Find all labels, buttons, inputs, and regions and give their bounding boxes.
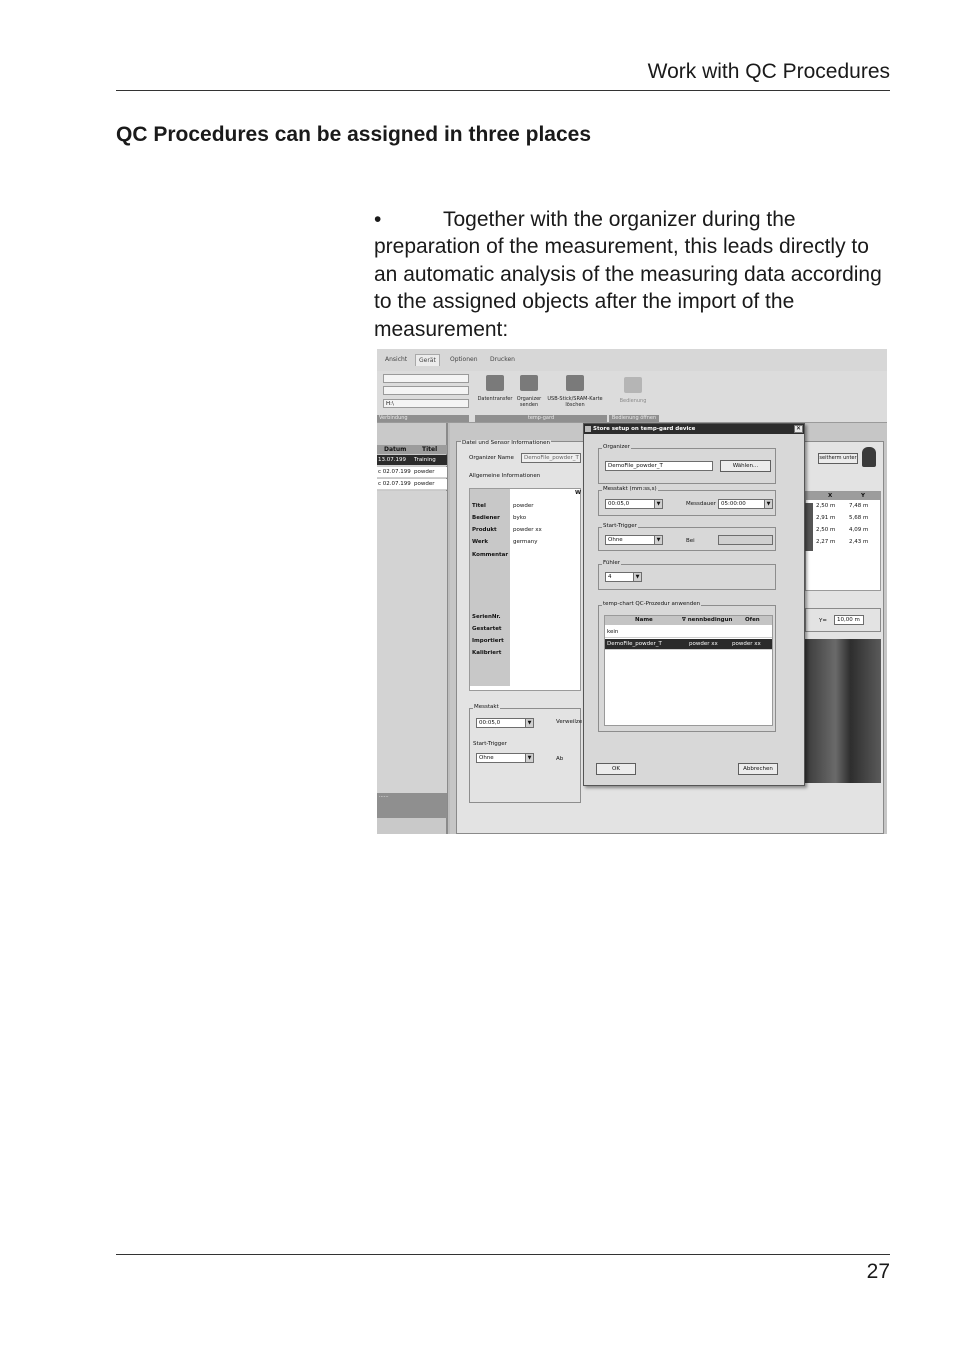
list-item[interactable]: c 02.07.199 powder <box>377 467 447 478</box>
info-value[interactable]: powder <box>513 503 534 509</box>
group-temp-gard: temp-gard <box>475 415 607 422</box>
qc-col-name: Name <box>635 617 653 623</box>
qc-table-header <box>605 616 772 625</box>
ab-label: Ab <box>556 756 564 762</box>
messtakt-dialog-legend: Messtakt (mm:ss,s) <box>603 486 657 492</box>
page-number: 27 <box>866 1260 890 1283</box>
chevron-down-icon[interactable]: ▼ <box>525 754 533 762</box>
bullet-paragraph <box>374 206 894 343</box>
group-bedienung: Bedienung öffnen <box>609 415 659 422</box>
ok-button[interactable]: OK <box>596 763 636 775</box>
list-footer: ...... <box>377 793 447 818</box>
file-sensor-legend: Datei und Sensor Informationen <box>462 440 550 446</box>
ribbon <box>377 371 887 423</box>
info-value[interactable]: germany <box>513 539 538 545</box>
info-label: Kalibriert <box>472 650 502 656</box>
xy-cell-x: 2,50 m <box>816 503 836 509</box>
start-trigger-dialog-legend: Start-Trigger <box>603 523 637 529</box>
bullet: • <box>374 208 382 231</box>
tool-organizer-senden[interactable]: Organizer senden <box>516 396 542 408</box>
y-value-field[interactable]: 10,00 m <box>834 615 864 625</box>
qc-table-row[interactable]: kein <box>605 627 772 638</box>
menu-bar <box>377 349 887 371</box>
col-datum: Datum <box>384 446 407 453</box>
xy-cell-x: 2,27 m <box>816 539 836 545</box>
chevron-down-icon[interactable]: ▼ <box>525 719 533 727</box>
dialog-title: Store setup on temp-gard device <box>584 424 804 434</box>
app-screenshot <box>377 349 887 834</box>
qc-table-row[interactable]: DemoFile_powder_T powder xx powder xx <box>605 639 772 650</box>
header-rule <box>116 90 890 91</box>
xy-cell-y: 7,48 m <box>849 503 869 509</box>
person-icon <box>862 447 876 467</box>
window-icon <box>585 426 591 432</box>
messdauer-label: Messdauer <box>686 501 716 507</box>
tool-usb-loeschen[interactable]: USB-Stick/SRAM-Karte löschen <box>547 396 603 408</box>
tool-bedienung[interactable]: Bedienung <box>619 398 647 404</box>
list-item[interactable]: c 02.07.199 powder <box>377 479 447 490</box>
info-label: Bediener <box>472 515 500 521</box>
header-title: Work with QC Procedures <box>647 60 890 83</box>
menu-geraet[interactable]: Gerät <box>415 354 440 366</box>
fuehler-select[interactable]: 4 ▼ <box>605 572 642 582</box>
info-value[interactable]: byko <box>513 515 527 521</box>
qc-procedure-legend: temp-chart QC-Prozedur anwenden <box>603 601 701 607</box>
close-icon[interactable]: ✕ <box>795 425 802 432</box>
info-label: Titel <box>472 503 486 509</box>
info-label: Importiert <box>472 638 504 644</box>
info-value[interactable]: powder xx <box>513 527 542 533</box>
xy-cell-y: 5,68 m <box>849 515 869 521</box>
organizer-legend: Organizer <box>603 444 630 450</box>
organizer-name-label: Organizer Name <box>469 455 514 461</box>
messtakt-dialog-select[interactable]: 00:05,0 ▼ <box>605 499 663 509</box>
start-trigger-label: Start-Trigger <box>473 741 507 747</box>
cancel-button[interactable]: Abbrechen <box>738 763 778 775</box>
tool-datentransfer[interactable]: Datentransfer <box>477 396 513 402</box>
device-select[interactable] <box>383 386 469 395</box>
paragraph-text: Together with the organizer during the preparation of the measurement, this leads directly to an automatic analysis of the measuring data according to the assigned objects after the import of the measurement: <box>374 208 882 341</box>
xy-cell-y: 2,43 m <box>849 539 869 545</box>
list-header <box>377 445 447 454</box>
save-under-button[interactable]: seitherm unter <box>818 453 858 464</box>
qc-col-oven: Ofen <box>745 617 760 623</box>
section-heading: QC Procedures can be assigned in three places <box>116 123 592 146</box>
menu-drucken[interactable]: Drucken <box>490 356 515 363</box>
chevron-down-icon[interactable]: ▼ <box>654 536 662 544</box>
menu-ansicht[interactable]: Ansicht <box>385 356 408 363</box>
drive-select[interactable]: H:\ <box>383 399 469 408</box>
xy-cell-x: 2,50 m <box>816 527 836 533</box>
messdauer-select[interactable]: 05:00:00 ▼ <box>718 499 773 509</box>
info-label: Kommentar <box>472 552 509 558</box>
xy-cell-x: 2,91 m <box>816 515 836 521</box>
organizer-name-field: DemoFile_powder_T <box>521 453 581 463</box>
xy-cell-y: 4,09 m <box>849 527 869 533</box>
store-setup-dialog <box>583 423 805 786</box>
organizer-send-icon[interactable] <box>520 375 538 391</box>
chevron-down-icon[interactable]: ▼ <box>764 500 772 508</box>
start-trigger-dialog-select[interactable]: Ohne ▼ <box>605 535 663 545</box>
xy-header: X Y <box>806 492 880 500</box>
messtakt-select[interactable]: 00:05,0 ▼ <box>476 718 534 728</box>
usb-delete-icon[interactable] <box>566 375 584 391</box>
series-color-swatches <box>805 503 813 551</box>
bei-field <box>718 535 773 545</box>
organizer-field[interactable]: DemoFile_powder_T <box>605 461 713 471</box>
y-label: Y= <box>819 618 827 624</box>
general-info-label: Allgemeine Informationen <box>469 473 541 479</box>
data-transfer-icon[interactable] <box>486 375 504 391</box>
info-col-w: W <box>575 490 582 496</box>
fuehler-legend: Fühler <box>603 560 621 566</box>
menu-optionen[interactable]: Optionen <box>450 356 478 363</box>
port-select[interactable] <box>383 374 469 383</box>
footer-rule <box>116 1254 890 1255</box>
info-label: Produkt <box>472 527 497 533</box>
start-trigger-select[interactable]: Ohne ▼ <box>476 753 534 763</box>
choose-button[interactable]: Wählen... <box>720 460 771 472</box>
info-label: Gestartet <box>472 626 502 632</box>
measurement-list-pane <box>377 423 448 834</box>
list-empty-area <box>377 491 447 793</box>
operation-icon[interactable] <box>624 377 642 393</box>
chevron-down-icon[interactable]: ▼ <box>654 500 662 508</box>
info-label: Werk <box>472 539 488 545</box>
list-item[interactable]: 13.07.199 Training <box>377 455 447 466</box>
messtakt-legend: Messtakt <box>474 704 499 710</box>
col-titel: Titel <box>422 446 438 453</box>
qc-col-condition: ∇ nennbedingun <box>682 617 733 623</box>
info-label: SerienNr. <box>472 614 501 620</box>
group-verbindung: Verbindung <box>377 415 469 422</box>
bei-label: Bei <box>686 538 695 544</box>
verweil-label: Verweilze <box>556 719 583 725</box>
oven-photo <box>805 639 881 783</box>
chevron-down-icon[interactable]: ▼ <box>633 573 641 581</box>
